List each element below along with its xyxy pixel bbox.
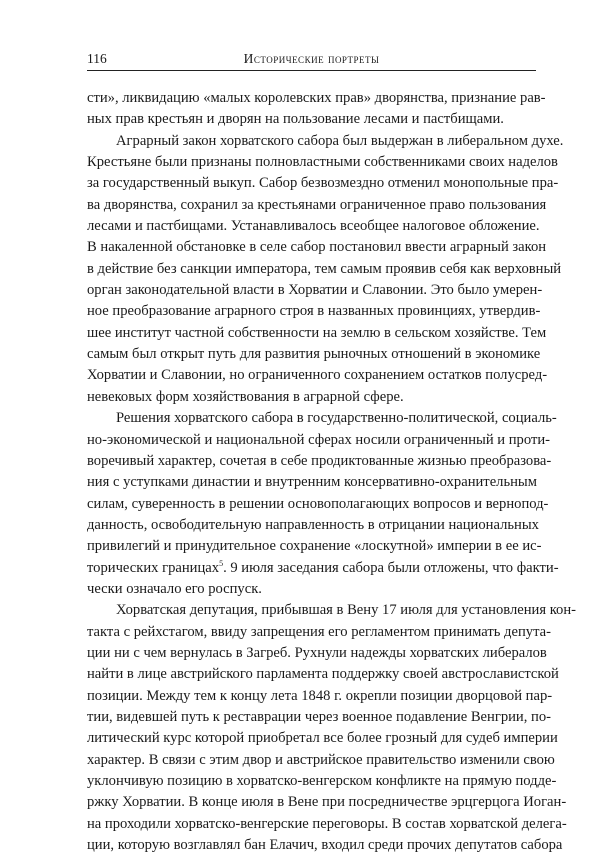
text-line: в действие без санкции императора, тем самым проявив себя как верховный bbox=[87, 260, 562, 277]
body-text bbox=[87, 88, 577, 856]
running-title: Исторические портреты bbox=[243, 51, 380, 66]
text-line: уклончивую позицию в хорватско-венгерском конфликте на прямую подде- bbox=[87, 773, 557, 789]
page-number: 116 bbox=[87, 51, 107, 66]
running-header bbox=[87, 48, 536, 71]
text-line: найти в лице австрийского парламента поддержку своей австрославистской bbox=[87, 666, 559, 683]
text-line: ное преобразование аграрного строя в названных провинциях, утвердив- bbox=[87, 303, 541, 320]
text-line: Крестьяне были признаны полновластными собственниками своих наделов bbox=[87, 154, 558, 171]
text-line: чески означало его роспуск. bbox=[87, 580, 262, 597]
text-line: лесами и пастбищами. Устанавливалось всеобщее налоговое обложение. bbox=[87, 218, 540, 235]
paragraph bbox=[87, 131, 564, 408]
text-line: позиции. Между тем к концу лета 1848 г. окрепли позиции дворцовой пар- bbox=[87, 687, 553, 704]
text-line: на проходили хорватско-венгерские переговоры. В состав хорватской делега- bbox=[87, 815, 567, 832]
text-line: тии, видевшей путь к реставрации через военное подавление Венгрии, по- bbox=[87, 708, 552, 725]
text-fragment: торических границах bbox=[87, 559, 220, 576]
text-line: силам, суверенность в решении основополагающих вопросов и вернопод- bbox=[87, 495, 549, 512]
text-line: сти», ликвидацию «малых королевских прав» дворянства, признание рав- bbox=[87, 90, 546, 106]
text-line: за государственный выкуп. Сабор безвозмездно отменил монопольные пра- bbox=[87, 175, 559, 192]
text-line: но-экономической и национальной сферах носили ограниченный и проти- bbox=[87, 431, 550, 448]
footnote-reference[interactable]: 5 bbox=[219, 558, 224, 568]
text-line: ржку Хорватии. В конце июля в Вене при посредничестве эрцгерцога Иоган- bbox=[87, 794, 567, 811]
text-line: ции ни с чем вернулась в Загреб. Рухнули надежды хорватских либералов bbox=[87, 644, 547, 661]
text-line: невековых форм хозяйствования в аграрной сфере. bbox=[87, 388, 404, 405]
text-line: Решения хорватского сабора в государственно-политической, социаль- bbox=[116, 410, 557, 427]
text-line: ва дворянства, сохранил за крестьянами ограниченное право пользования bbox=[87, 196, 547, 213]
text-line: самым был открыт путь для развития рыночных отношений в экономике bbox=[87, 346, 541, 363]
text-line: ния с уступками династии и внутренним консервативно-охранительным bbox=[87, 474, 537, 491]
text-line: ных прав крестьян и дворян на пользование лесами и пастбищами. bbox=[87, 111, 504, 128]
text-line-with-footnote bbox=[87, 558, 559, 579]
text-line: характер. В связи с этим двор и австрийское правительство изменили свою bbox=[87, 751, 555, 768]
text-line: Хорватии и Славонии, но ограниченного сохранением остатков полусред- bbox=[87, 367, 548, 384]
text-line: привилегий и принудительное сохранение «лоскутной» империи в ее ис- bbox=[87, 538, 542, 555]
book-page bbox=[87, 48, 577, 856]
text-line: ции, которую возглавлял бан Елачич, входил среди прочих депутатов сабора bbox=[87, 837, 563, 854]
text-line: литический курс которой приобретал все более грозный для судеб империи bbox=[87, 730, 558, 747]
text-line: данность, освободительную направленность в отрицании национальных bbox=[87, 516, 539, 533]
text-line: Аграрный закон хорватского сабора был выдержан в либеральном духе. bbox=[116, 132, 564, 149]
text-line: орган законодательной власти в Хорватии и Славонии. Это было умерен- bbox=[87, 282, 543, 299]
text-line: В накаленной обстановке в селе сабор постановил ввести аграрный закон bbox=[87, 239, 547, 256]
paragraph bbox=[87, 600, 577, 856]
text-line: воречивый характер, сочетая в себе продиктованные жизнью преобразова- bbox=[87, 452, 552, 469]
text-line: шее институт частной собственности на землю в сельском хозяйстве. Тем bbox=[87, 324, 547, 341]
text-line: Хорватская депутация, прибывшая в Вену 17 июля для установления кон- bbox=[116, 602, 577, 619]
text-line: такта с рейхстагом, ввиду запрещения его регламентом принимать депута- bbox=[87, 623, 551, 640]
paragraph bbox=[87, 88, 546, 131]
text-fragment: . 9 июля заседания сабора были отложены, что факти- bbox=[223, 559, 559, 576]
paragraph bbox=[87, 408, 559, 600]
